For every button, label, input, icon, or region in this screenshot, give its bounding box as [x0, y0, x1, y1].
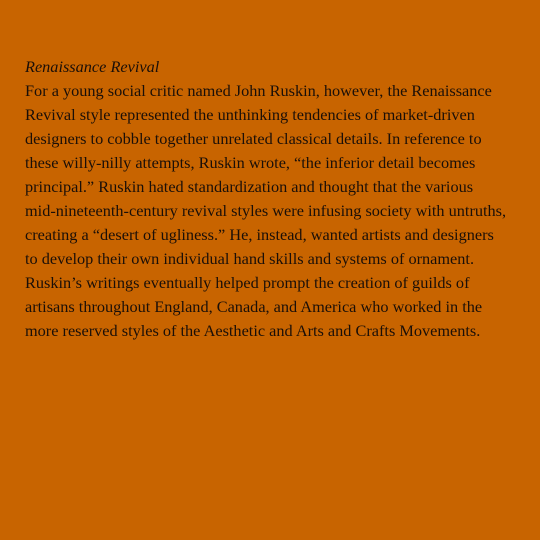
paragraph-line: these willy-nilly attempts, Ruskin wrote, “the inferior detail becomes [25, 153, 476, 172]
paragraph-line: principal.” Ruskin hated standardization and thought that the various [25, 177, 474, 196]
paragraph-line: artisans throughout England, Canada, and America who worked in the [25, 297, 483, 316]
paragraph-line: creating a “desert of ugliness.” He, instead, wanted artists and designers [25, 225, 494, 244]
body-paragraph [25, 79, 520, 343]
paragraph-line: Ruskin’s writings eventually helped prompt the creation of guilds of [25, 273, 470, 292]
paragraph-line: Revival style represented the unthinking tendencies of market-driven [25, 105, 475, 124]
paragraph-line: more reserved styles of the Aesthetic and Arts and Crafts Movements. [25, 321, 481, 340]
paragraph-line: designers to cobble together unrelated classical details. In reference to [25, 129, 482, 148]
paragraph-line: mid-nineteenth-century revival styles were infusing society with untruths, [25, 201, 507, 220]
section-heading: Renaissance Revival [25, 57, 160, 76]
paragraph-line: to develop their own individual hand skills and systems of ornament. [25, 249, 475, 268]
paragraph-line: For a young social critic named John Ruskin, however, the Renaissance [25, 81, 492, 100]
text-panel [25, 55, 520, 343]
